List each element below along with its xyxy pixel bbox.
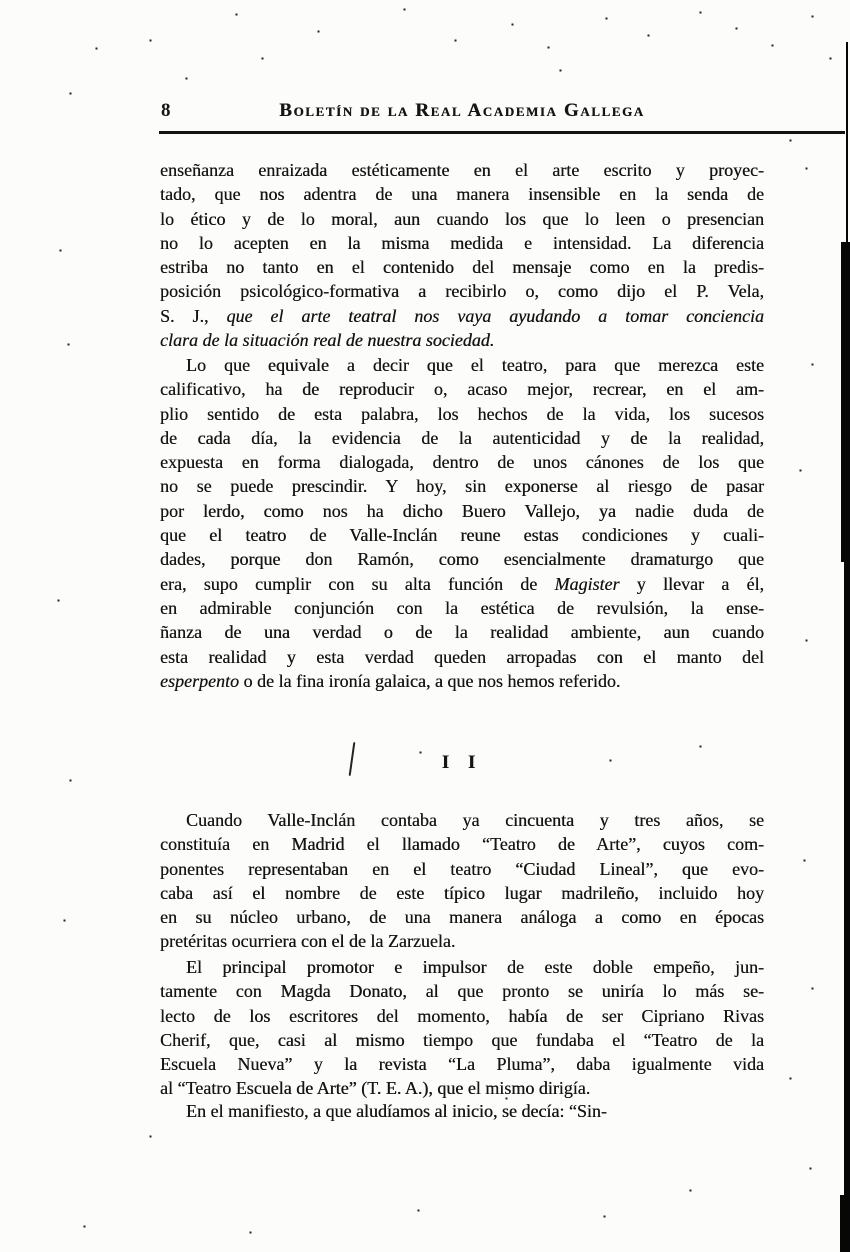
text-line: dades, porque don Ramón, como esencialmente dramaturgo que xyxy=(160,549,764,570)
text-line: En el manifiesto, a que aludíamos al inicio, se decía: “Sin- xyxy=(186,1101,607,1121)
paragraph-3 xyxy=(160,808,764,954)
text-line: plio sentido de esta palabra, los hechos de la vida, los sucesos xyxy=(160,403,764,424)
text-line: Escuela Nueva” y la revista “La Pluma”, daba igualmente vida xyxy=(160,1054,764,1075)
text-line: Cherif, que, casi al mismo tiempo que fundaba el “Teatro de la xyxy=(160,1029,764,1050)
text-line: en admirable conjunción con la estética de revulsión, la ense- xyxy=(160,597,764,618)
text-line: clara de la situación real de nuestra sociedad. xyxy=(160,330,495,351)
text-line: esta realidad y esta verdad queden arropadas con el manto del xyxy=(160,646,764,667)
text-line: pretéritas ocurriera con el de la Zarzuela. xyxy=(160,931,456,952)
text-line: enseñanza enraizada estéticamente en el arte escrito y proyec- xyxy=(160,160,764,180)
paragraph-5 xyxy=(160,1099,764,1123)
scan-noise-speckles xyxy=(0,0,1,1)
page-number: 8 xyxy=(161,100,171,121)
text-line: posición psicológico-formativa a recibirlo o, como dijo el P. Vela, xyxy=(160,281,764,302)
paragraph-2 xyxy=(160,353,764,693)
text-line: expuesta en forma dialogada, dentro de unos cánones de los que xyxy=(160,452,764,473)
text-line: era, supo cumplir con su alta función de Magister y llevar a él, xyxy=(160,573,764,594)
section-heading: I I xyxy=(441,752,483,773)
text-line: tado, que nos adentra de una manera insensible en la senda de xyxy=(160,184,764,205)
text-line: en su núcleo urbano, de una manera análoga a como en épocas xyxy=(160,907,764,928)
text-line: ponentes representaban en el teatro “Ciudad Lineal”, que evo- xyxy=(160,858,764,879)
scan-edge-artifact xyxy=(841,242,850,562)
text-line: no se puede prescindir. Y hoy, sin exponerse al riesgo de pasar xyxy=(160,476,764,497)
text-line: por lerdo, como nos ha dicho Buero Vallejo, ya nadie duda de xyxy=(160,500,764,521)
text-line: caba así el nombre de este típico lugar madrileño, incluido hoy xyxy=(160,882,764,903)
text-line: S. J., que el arte teatral nos vaya ayudando a tomar conciencia xyxy=(160,305,764,326)
text-line: ñanza de una verdad o de la realidad ambiente, aun cuando xyxy=(160,622,764,643)
scan-edge-artifact xyxy=(840,1195,850,1252)
text-line: de cada día, la evidencia de la autenticidad y de la realidad, xyxy=(160,427,764,448)
text-line: constituía en Madrid el llamado “Teatro de Arte”, cuyos com- xyxy=(160,834,764,855)
text-line: que el teatro de Valle-Inclán reune estas condiciones y cuali- xyxy=(160,525,764,546)
text-line: esperpento o de la fina ironía galaica, a que nos hemos referido. xyxy=(160,670,621,691)
text-line: Lo que equivale a decir que el teatro, para que merezca este xyxy=(186,355,764,375)
text-line: El principal promotor e impulsor de este doble empeño, jun- xyxy=(186,957,764,977)
text-line: lo ético y de lo moral, aun cuando los que lo leen o presencian xyxy=(160,208,764,229)
text-line: no lo acepten en la misma medida e intensidad. La diferencia xyxy=(160,232,764,253)
running-header-title: Boletín de la Real Academia Gallega xyxy=(279,100,645,121)
text-line: lecto de los escritores del momento, había de ser Cipriano Rivas xyxy=(160,1005,764,1026)
paragraph-1 xyxy=(160,158,764,352)
text-line: tamente con Magda Donato, al que pronto se uniría lo más se- xyxy=(160,981,764,1002)
text-line: calificativo, ha de reproducir o, acaso mejor, recrear, en el am- xyxy=(160,379,764,400)
text-line: Cuando Valle-Inclán contaba ya cincuenta y tres años, se xyxy=(186,810,764,830)
text-line: al “Teatro Escuela de Arte” (T. E. A.), que el mismo dirigía. xyxy=(160,1078,591,1099)
text-line: estriba no tanto en el contenido del mensaje como en la predis- xyxy=(160,257,764,278)
scan-edge-artifact xyxy=(844,562,850,1252)
scan-edge-artifact xyxy=(846,42,848,242)
paragraph-4 xyxy=(160,955,764,1101)
